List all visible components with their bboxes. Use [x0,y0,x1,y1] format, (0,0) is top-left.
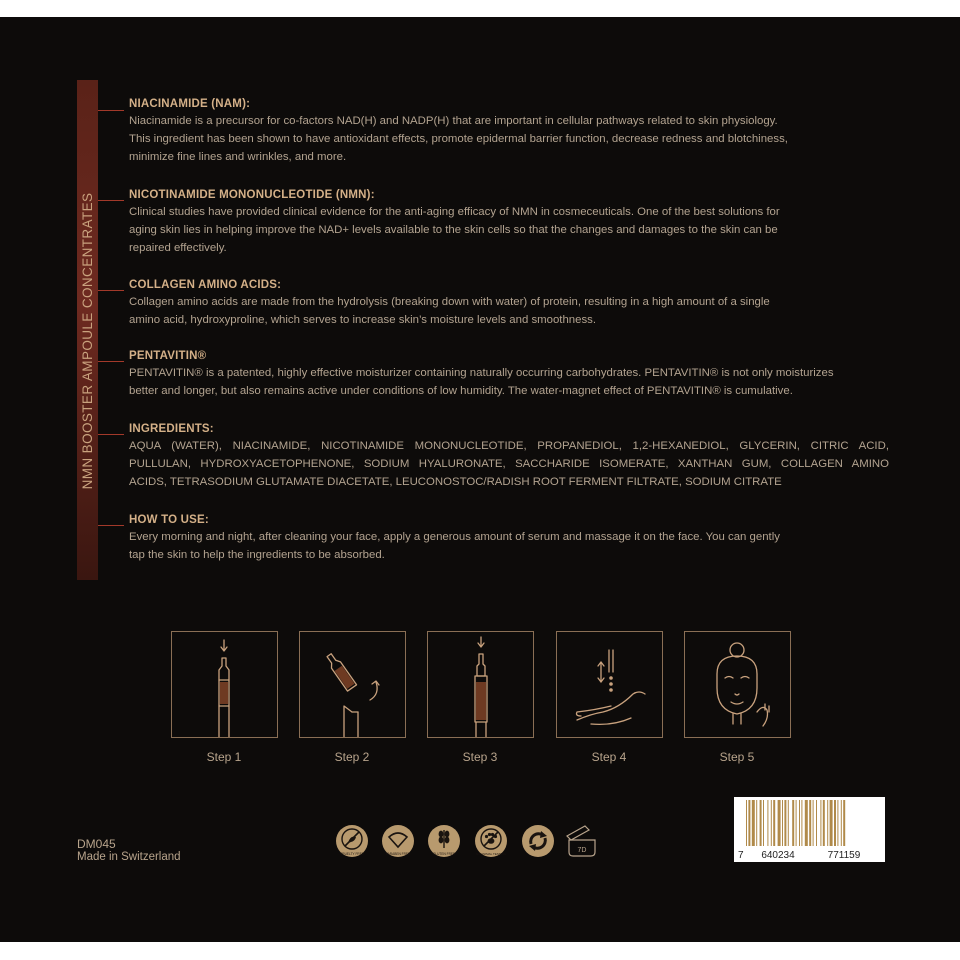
barcode-bar [834,800,836,846]
body-line: repaired effectively. [129,242,227,254]
section-body [129,437,889,491]
barcode-bar [805,800,808,846]
section-body [129,112,889,166]
step-label: Step 2 [334,750,370,764]
badge-label: CRUELTY FREE [340,852,364,856]
step-4-box [556,631,663,738]
barcode-bar [771,800,772,846]
section-tick [98,434,124,435]
barcode-bar [784,800,786,846]
section-tick [98,110,124,111]
barcode-bar [820,800,821,846]
barcode-bar [796,800,797,846]
section-body [129,528,889,564]
section-title: NICOTINAMIDE MONONUCLEOTIDE (NMN): [129,189,375,201]
step-label: Step 1 [206,750,242,764]
step-label: Step 5 [719,750,755,764]
section-tick [98,525,124,526]
section-title: INGREDIENTS: [129,423,214,435]
barcode-digit: 7 [738,850,744,861]
section-how-to-use [129,512,889,564]
ampoule-snap-icon [172,632,277,737]
ampoule-tilt-icon [300,632,405,737]
jar-label: 7D [577,847,587,854]
step-5-box [684,631,791,738]
barcode-bar [752,800,755,846]
section-body [129,293,889,329]
side-label: NMN BOOSTER AMPOULE CONCENTRATES [80,192,95,490]
section-title: HOW TO USE: [129,514,209,526]
section-collagen [129,277,889,329]
section-ingredients [129,421,889,491]
product-code: DM045 [77,837,116,851]
barcode-bar [778,800,781,846]
badge-label: GLUTEN FREE [432,852,456,856]
face-massage-icon [685,632,790,737]
cruelty-free-icon [335,824,369,858]
section-tick [98,361,124,362]
section-body [129,364,889,400]
barcode-bar [813,800,814,846]
barcode-bar [816,800,817,846]
section-title: COLLAGEN AMINO ACIDS: [129,279,282,291]
barcode-bars [734,797,885,862]
body-line: PENTAVITIN® is a patented, highly effective moisturizer containing naturally occurring carbohydrates. PENTAVITIN® is not only moisturizes [129,367,834,379]
open-jar-icon [563,824,603,858]
body-line: tap the skin to help the ingredients to be absorbed. [129,549,385,561]
barcode-bar [763,800,764,846]
barcode-bar [746,800,747,846]
body-line: aging skin lies in helping improve the NAD+ levels available to the skin cells so that the changes and damages to the skin can be [129,224,778,236]
body-line: Niacinamide is a precursor for co-factors NAD(H) and NADP(H) that are important in cellular pathways related to skin physiology. [129,115,778,127]
barcode-group-2: 771159 [827,850,861,861]
barcode-bar [788,800,789,846]
step-label: Step 4 [591,750,627,764]
no-animal-testing-icon [474,824,508,858]
body-line: AQUA (WATER), NIACINAMIDE, NICOTINAMIDE MONONUCLEOTIDE, PROPANEDIOL, 1,2-HEXANEDIOL, GLYCERIN, CITRIC ACID, [129,440,889,452]
badge-label: NO ANIMAL TESTING [475,852,507,856]
dropper-attach-icon [428,632,533,737]
barcode-bar [843,800,845,846]
paraben-free-icon [381,824,415,858]
step-2-box [299,631,406,738]
section-niacinamide [129,96,889,166]
barcode-bar [823,800,825,846]
barcode-bar [841,800,842,846]
barcode-bar [799,800,800,846]
section-tick [98,290,124,291]
barcode-bar [837,800,838,846]
barcode-bar [830,800,833,846]
step-3-box [427,631,534,738]
body-line: better and longer, but also remains active under conditions of low humidity. The water-magnet effect of PENTAVITIN® is cumulative. [129,385,793,397]
barcode [734,797,885,862]
step-1-box [171,631,278,738]
section-tick [98,200,124,201]
barcode-bar [827,800,828,846]
recycle-icon [521,824,555,858]
body-line: This ingredient has been shown to have antioxidant effects, promote epidermal barrier function, decrease redness and blotchiness, [129,133,788,145]
body-line: Every morning and night, after cleaning your face, apply a generous amount of serum and massage it on the face. You can gently [129,531,780,543]
body-line: Clinical studies have provided clinical evidence for the anti-aging efficacy of NMN in cosmeceuticals. One of the best solutions for [129,206,780,218]
section-pentavitin [129,348,889,400]
barcode-bar [767,800,768,846]
section-title: PENTAVITIN® [129,350,207,362]
gluten-free-icon [427,824,461,858]
barcode-bar [809,800,811,846]
barcode-group-1: 640234 [761,850,795,861]
section-nmn [129,187,889,257]
section-body [129,203,889,257]
barcode-bar [792,800,794,846]
made-in-label: Made in Switzerland [77,851,181,863]
barcode-bar [773,800,775,846]
drops-on-palm-icon [557,632,662,737]
body-line: Collagen amino acids are made from the hydrolysis (breaking down with water) of protein, resulting in a high amount of a single [129,296,770,308]
barcode-bar [801,800,802,846]
barcode-bar [756,800,757,846]
body-line: amino acid, hydroxyproline, which serves to increase skin’s moisture levels and smoothness. [129,314,597,326]
section-title: NIACINAMIDE (NAM): [129,98,251,110]
barcode-bar [748,800,750,846]
barcode-bar [782,800,783,846]
barcode-bar [760,800,762,846]
body-line: ACIDS, TETRASODIUM GLUTAMATE DIACETATE, LEUCONOSTOC/RADISH ROOT FERMENT FILTRATE, SODIUM CITRATE [129,476,782,488]
step-label: Step 3 [462,750,498,764]
body-line: PULLULAN, HYDROXYACETOPHENONE, SODIUM HYALURONATE, SACCHARIDE ISOMERATE, XANTHAN GUM, COLLAGEN AMINO [129,458,889,470]
badge-label: PARABEN FREE [385,852,411,856]
body-line: minimize fine lines and wrinkles, and more. [129,151,347,163]
